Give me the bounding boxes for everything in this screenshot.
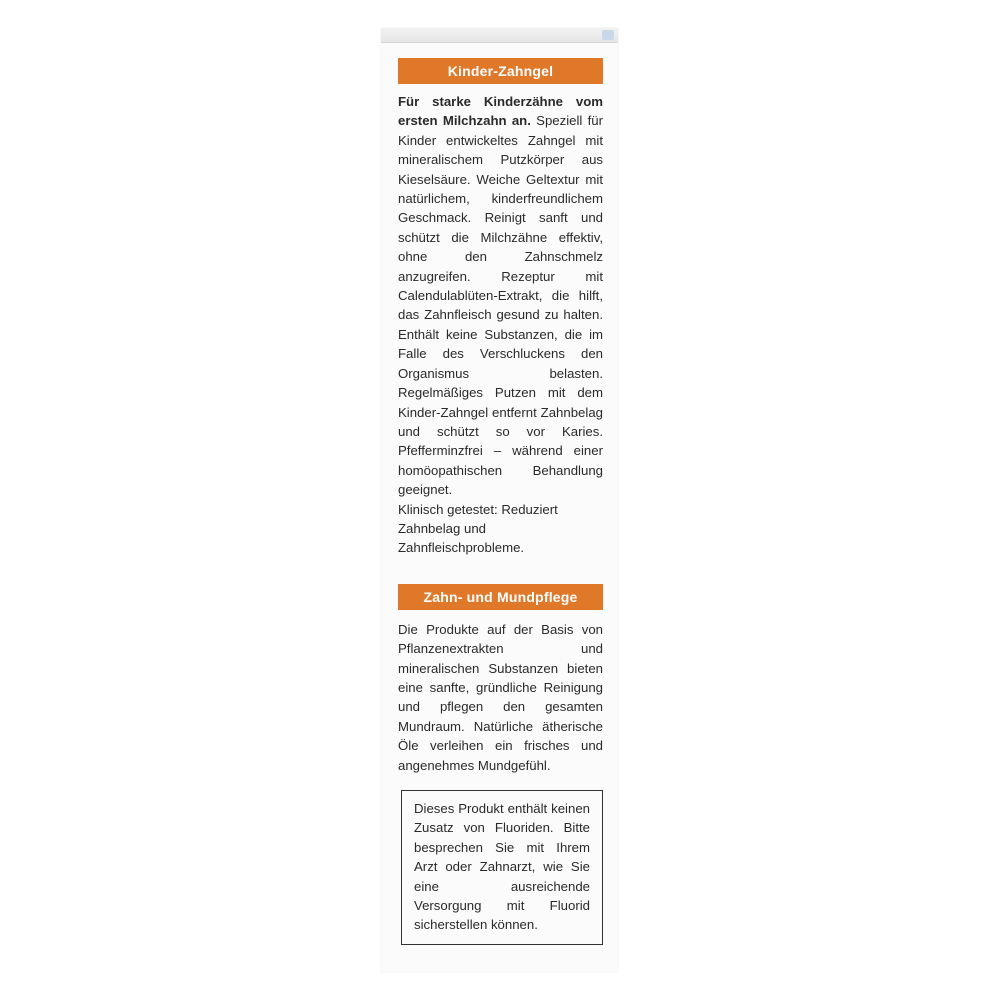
product-box-side <box>381 28 618 972</box>
section-header-kinder-zahngel: Kinder-Zahngel <box>398 58 603 84</box>
clinical-test-note: Klinisch getestet: Reduziert Zahnbelag und Zahnfleischprobleme. <box>398 501 558 556</box>
kinder-zahngel-description <box>398 92 603 500</box>
fluoride-notice-box: Dieses Produkt enthält keinen Zusatz von Fluoriden. Bitte besprechen Sie mit Ihrem Arzt oder Zahnarzt, wie Sie eine ausreichende Versorgung mit Fluorid sicherstellen können. <box>401 790 603 945</box>
zahn-mundpflege-description: Die Produkte auf der Basis von Pflanzenextrakten und mineralischen Substanzen bieten eine sanfte, gründliche Reinigung und pflegen den gesamten Mundraum. Natürliche ätherische Öle verleihen ein frisches und angenehmes Mundgefühl. <box>398 621 603 773</box>
intro-bold-text: Für starke Kinderzähne vom ersten Milchzahn an. <box>398 94 603 129</box>
content-panel <box>398 58 603 775</box>
description-body: Speziell für Kinder entwickeltes Zahngel mit mineralischem Putzkörper aus Kieselsäure. Weiche Geltextur mit natürlichem, kinderfreundlichem Geschmack. Reinigt sanft und schützt die Milchzähne effektiv, ohne den Zahnschmelz anzugreifen. Rezeptur mit Calendulablüten-Extrakt, die hilft, das Zahnfleisch gesund zu halten. Enthält keine Substanzen, die im Falle des Verschluckens den Organismus belasten. Regelmäßiges Putzen mit dem Kinder-Zahngel entfernt Zahnbelag und schützt so vor Karies. Pfefferminzfrei – während einer homöopathischen Behandlung geeignet. <box>398 113 603 498</box>
box-top-edge <box>381 28 618 43</box>
section-header-zahn-mundpflege: Zahn- und Mundpflege <box>398 584 603 610</box>
